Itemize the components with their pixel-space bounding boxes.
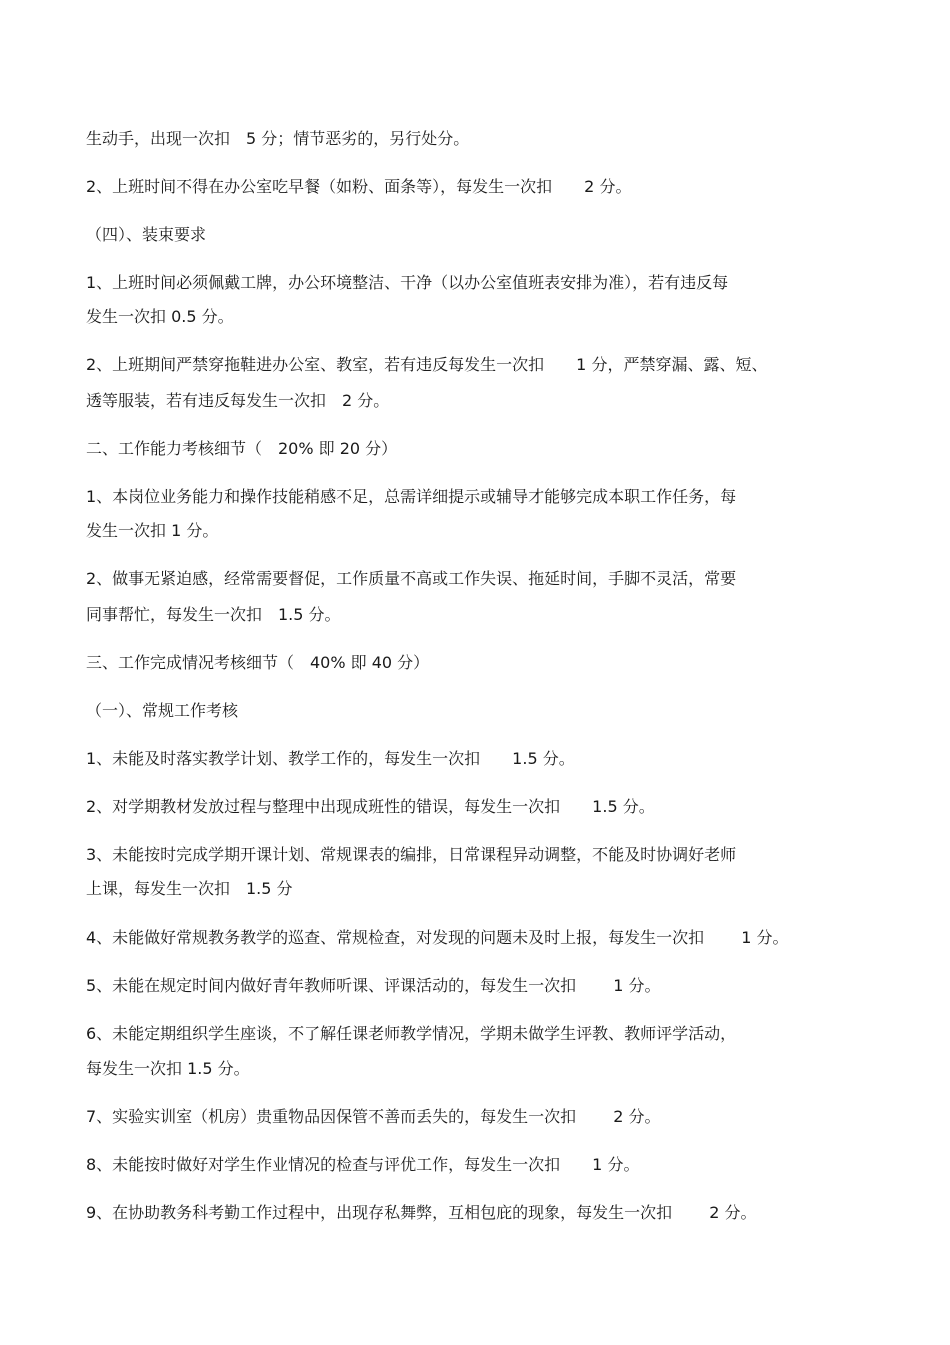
text-line: 7、实验实训室（机房）贵重物品因保管不善而丢失的，每发生一次扣 2 分。 bbox=[86, 1107, 661, 1126]
text-line: 5、未能在规定时间内做好青年教师听课、评课活动的，每发生一次扣 1 分。 bbox=[86, 976, 661, 995]
text-line: 透等服装，若有违反每发生一次扣 2 分。 bbox=[86, 391, 390, 410]
text-line: 6、未能定期组织学生座谈，不了解任课老师教学情况，学期未做学生评教、教师评学活动， bbox=[86, 1024, 737, 1043]
text-line: 2、做事无紧迫感，经常需要督促，工作质量不高或工作失误、拖延时间，手脚不灵活，常要 bbox=[86, 569, 737, 588]
text-line: 发生一次扣 1 分。 bbox=[86, 521, 219, 540]
text-line: 同事帮忙，每发生一次扣 1.5 分。 bbox=[86, 605, 341, 624]
section-heading: （一）、常规工作考核 bbox=[86, 701, 239, 720]
text-line: 4、未能做好常规教务教学的巡查、常规检查，对发现的问题未及时上报，每发生一次扣 1 分。 bbox=[86, 928, 789, 947]
text-line: 2、上班期间严禁穿拖鞋进办公室、教室，若有违反每发生一次扣 1 分，严禁穿漏、露、短、 bbox=[86, 355, 768, 374]
text-line: 3、未能按时完成学期开课计划、常规课表的编排，日常课程异动调整，不能及时协调好老师 bbox=[86, 845, 737, 864]
text-line: 发生一次扣 0.5 分。 bbox=[86, 307, 234, 326]
section-heading: 三、工作完成情况考核细节（ 40% 即 40 分） bbox=[86, 653, 430, 672]
text-line: 上课，每发生一次扣 1.5 分 bbox=[86, 879, 293, 898]
text-line: 8、未能按时做好对学生作业情况的检查与评优工作，每发生一次扣 1 分。 bbox=[86, 1155, 640, 1174]
text-line: 1、未能及时落实教学计划、教学工作的，每发生一次扣 1.5 分。 bbox=[86, 749, 575, 768]
text-line: 2、上班时间不得在办公室吃早餐（如粉、面条等），每发生一次扣 2 分。 bbox=[86, 177, 632, 196]
section-heading: 二、工作能力考核细节（ 20% 即 20 分） bbox=[86, 439, 398, 458]
section-heading: （四）、装束要求 bbox=[86, 225, 207, 244]
text-line: 生动手，出现一次扣 5 分；情节恶劣的，另行处分。 bbox=[86, 129, 470, 148]
text-line: 1、本岗位业务能力和操作技能稍感不足，总需详细提示或辅导才能够完成本职工作任务，每 bbox=[86, 487, 737, 506]
text-line: 2、对学期教材发放过程与整理中出现成班性的错误，每发生一次扣 1.5 分。 bbox=[86, 797, 655, 816]
text-line: 9、在协助教务科考勤工作过程中，出现存私舞弊，互相包庇的现象，每发生一次扣 2 分。 bbox=[86, 1203, 757, 1222]
text-line: 1、上班时间必须佩戴工牌，办公环境整洁、干净（以办公室值班表安排为准），若有违反每 bbox=[86, 273, 729, 292]
text-line: 每发生一次扣 1.5 分。 bbox=[86, 1059, 250, 1078]
